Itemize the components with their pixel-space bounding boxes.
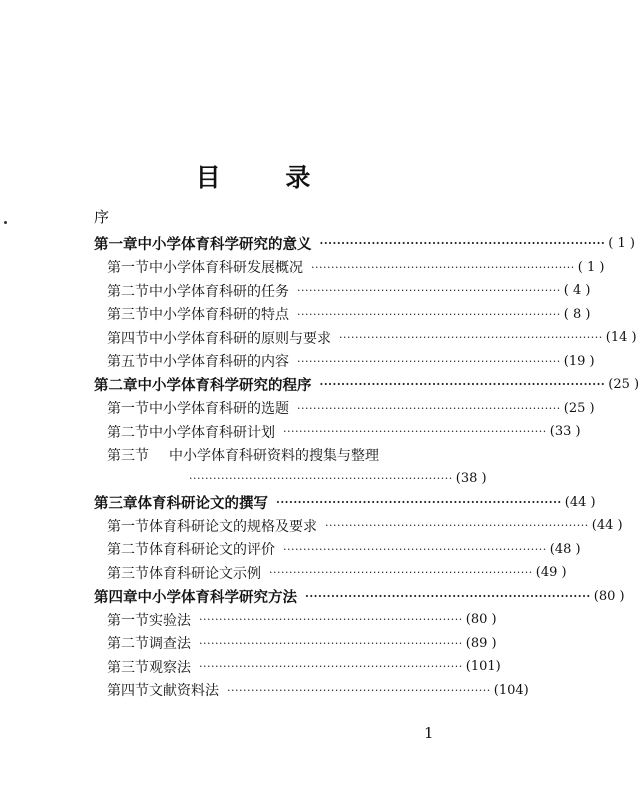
toc-entry-label: 第二节: [107, 636, 149, 653]
toc-leader-dots: ··································································: [297, 354, 561, 368]
toc-entry-label: 第四节: [107, 330, 149, 347]
toc-chapter-entry: [94, 373, 639, 397]
toc-entry-page: (89 ): [465, 635, 497, 651]
toc-entry-label: 第一节: [107, 260, 149, 277]
toc-entry-title: 体育科研论文示例: [149, 565, 261, 582]
toc-entry-page: (104): [493, 682, 529, 698]
toc-leader-dots: ··································································: [276, 495, 562, 509]
toc-entry-title: 中小学体育科研发展概况: [149, 260, 303, 277]
toc-entry-page: ( 4 ): [563, 283, 591, 299]
toc-section-entry: [94, 444, 456, 468]
toc-entry-label: 第三节: [107, 448, 149, 465]
toc-entry-label: 第四章: [94, 588, 138, 606]
toc-entry-page: (44 ): [591, 518, 623, 534]
toc-entry-title: 文献资料法: [149, 683, 219, 700]
toc-entry-title: 中小学体育科研的任务: [149, 283, 289, 300]
toc-entry-label: 第三章: [94, 494, 138, 512]
toc-leader-dots: ··································································: [325, 519, 589, 533]
toc-entry-title: 中小学体育科学研究的意义: [137, 236, 312, 254]
toc-entry-label: 第一节: [107, 401, 149, 418]
toc-entry-title: 体育科研论文的撰写: [137, 494, 268, 512]
toc-leader-dots: ··································································: [283, 542, 547, 556]
page-number: 1: [424, 724, 434, 742]
toc-entry-title: 中小学体育科研的特点: [149, 307, 289, 324]
toc-leader-dots: ··································································: [319, 378, 606, 392]
scan-speck: [4, 221, 7, 224]
toc-entry-title: 中小学体育科学研究的程序: [137, 377, 312, 395]
toc-entry-title: 调查法: [149, 636, 191, 653]
toc-entry-title: 中小学体育科学研究方法: [137, 588, 297, 606]
toc-entry-page: (14 ): [605, 330, 637, 346]
toc-chapter-entry: [94, 491, 596, 515]
toc-leader-dots: ··································································: [283, 425, 547, 439]
toc-entry-title: 中小学体育科研的选题: [149, 401, 289, 418]
toc-entry-title: 中小学体育科研的内容: [149, 354, 289, 371]
toc-section-entry: [94, 655, 501, 679]
toc-leader-dots: ··································································: [297, 307, 561, 321]
toc-entry-page: (25 ): [563, 400, 595, 416]
toc-leader-dots: ··································································: [297, 284, 561, 298]
toc-leader-dots: ··································································: [227, 683, 491, 697]
toc-entry-page: (48 ): [549, 541, 581, 557]
toc-entry-title: 体育科研论文的评价: [149, 542, 275, 559]
toc-entry-page: (19 ): [563, 353, 595, 369]
toc-leader-dots: ··································································: [189, 472, 453, 486]
toc-section-entry: [94, 397, 595, 421]
toc-section-entry: [94, 632, 497, 656]
toc-entry-label: 第三节: [107, 659, 149, 676]
toc-entry-page: (25 ): [608, 377, 639, 393]
toc-entry-page: (80 ): [465, 612, 497, 628]
toc-entry-title: 体育科研论文的规格及要求: [149, 518, 317, 535]
toc-leader-dots: ··································································: [339, 331, 603, 345]
toc-entry-label: 第二节: [107, 542, 149, 559]
toc-leader-dots: ··································································: [199, 613, 463, 627]
toc-leader-dots: ··································································: [305, 589, 591, 603]
toc-leader-dots: ··································································: [297, 401, 561, 415]
toc-preface: 序: [94, 208, 110, 226]
toc-entry-page: (44 ): [564, 494, 596, 510]
toc-entry-label: 第一章: [94, 236, 138, 254]
toc-chapter-entry: [94, 585, 625, 609]
toc-entry-label: 第三节: [107, 307, 149, 324]
toc-entry-label: 第三节: [107, 565, 149, 582]
toc-section-entry: [94, 561, 567, 585]
toc-section-entry: [94, 538, 581, 562]
toc-entry-label: 第五节: [107, 354, 149, 371]
toc-entry-page: (33 ): [549, 424, 581, 440]
toc-entry-label: 第二节: [107, 283, 149, 300]
toc-entry-label: 第二章: [94, 377, 138, 395]
toc-section-entry: [94, 256, 605, 280]
toc-chapter-entry: [94, 232, 635, 256]
toc-entry-page: (38 ): [455, 471, 487, 487]
toc-entry-page: (101): [465, 659, 501, 675]
toc-entry-title: 中小学体育科研计划: [149, 424, 275, 441]
toc-entry-title: 中小学体育科研的原则与要求: [149, 330, 331, 347]
toc-entry-title: 观察法: [149, 659, 191, 676]
toc-entry-label: 第四节: [107, 683, 149, 700]
toc-leader-dots: ··································································: [199, 660, 463, 674]
toc-section-entry: [94, 679, 529, 703]
toc-section-entry: [94, 303, 591, 327]
table-of-contents: [94, 232, 639, 702]
toc-section-entry: [94, 608, 497, 632]
toc-entry-page: ( 1 ): [577, 259, 605, 275]
toc-section-entry: [94, 350, 595, 374]
toc-entry-title: 实验法: [149, 612, 191, 629]
toc-section-entry: [94, 326, 637, 350]
toc-cont-entry: [94, 467, 487, 491]
toc-entry-page: ( 1 ): [608, 236, 635, 252]
toc-entry-label: 第一节: [107, 612, 149, 629]
toc-leader-dots: ··································································: [319, 237, 606, 251]
toc-entry-title: 中小学体育科研资料的搜集与整理: [169, 448, 379, 465]
toc-entry-page: (49 ): [535, 565, 567, 581]
toc-leader-dots: ··································································: [269, 566, 533, 580]
toc-entry-label: 第二节: [107, 424, 149, 441]
toc-leader-dots: ··································································: [199, 636, 463, 650]
toc-entry-page: ( 8 ): [563, 306, 591, 322]
toc-section-entry: [94, 279, 591, 303]
toc-section-entry: [94, 420, 581, 444]
toc-leader-dots: ··································································: [311, 260, 575, 274]
toc-section-entry: [94, 514, 623, 538]
toc-entry-label: 第一节: [107, 518, 149, 535]
page-title: 目 录: [195, 163, 339, 192]
toc-entry-page: (80 ): [593, 588, 625, 604]
